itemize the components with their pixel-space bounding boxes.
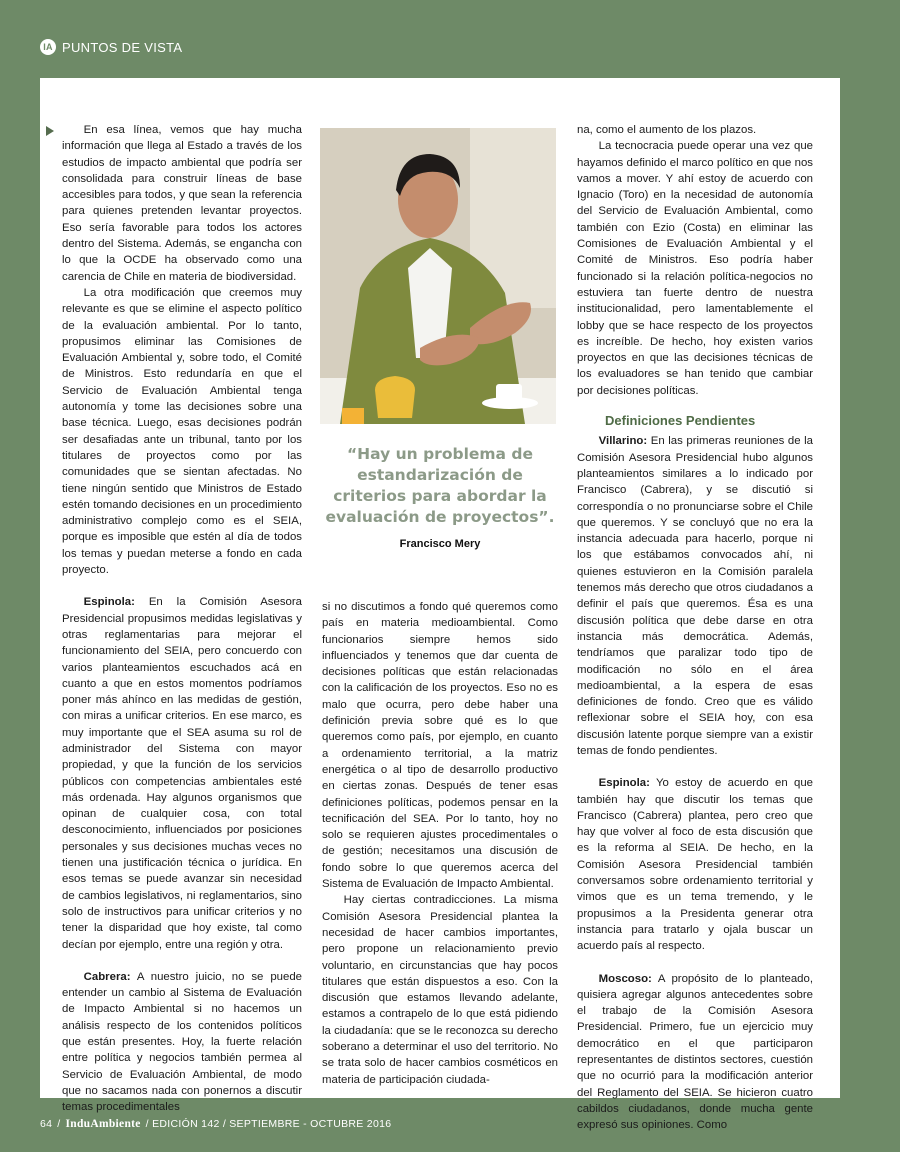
- speaker-name: Cabrera:: [83, 970, 131, 983]
- pull-quote: [322, 444, 558, 550]
- paragraph: En esa línea, vemos que hay mucha información que llega al Estado a través de los estudios de impacto ambiental que podría ser consolidada para construir líneas de base accesibles para todos, y que sean la referencia para quienes pretenden levantar proyectos. Eso sería favorable para todos los actores dentro del Sistema. Además, se engancha con lo que la OCDE ha observado como una carencia de Chile en materia de biodiversidad.: [62, 124, 302, 283]
- subheading: Definiciones Pendientes: [605, 413, 756, 429]
- column-1: [62, 122, 302, 1116]
- footer-separator: /: [57, 1118, 61, 1130]
- paragraph: La otra modificación que creemos muy relevante es que se elimine el aspecto político de la evaluación ambiental. Por lo tanto, propusimos eliminar las Comisiones de Evaluación Ambiental y, sobre todo, el Comité de Ministros. Esto redundaría en que el Servicio de Evaluación Ambiental tenga autonomía y tome las decisiones sobre una base técnica. Luego, esas decisiones podrán ser desafiadas ante un tribunal, tanto por los titulares de proyectos como por las comunidades que se sientan afectadas. No tiene ningún sentido que Ministros de Estado estén tomando decisiones en un procedimiento administrativo complejo como es el SEIA, porque es imposible que estén al día de todos los temas y puedan meterse a fondo en cada proyecto.: [62, 286, 302, 577]
- page-number: 64: [40, 1118, 53, 1130]
- paragraph: Espinola: Yo estoy de acuerdo en que también hay que discutir los temas que Francisco (Cabrera) plantea, pero creo que hay que volver al foco de esta discusión que es la reforma al SEIA. De hecho, en la Comisión Asesora Presidencial también conversamos sobre ordenamiento territorial y vimos que es un tema tremendo, y le propusimos a la Presidenta generar otra instancia para tratarlo y ojala buscar un acuerdo país al respecto.: [577, 777, 813, 953]
- paragraph: Hay ciertas contradicciones. La misma Comisión Asesora Presidencial plantea la necesidad de hacer cambios importantes, pero propone un relacionamiento previo voluntario, en circunstancias que hay pocos titulares que están dispuestos a eso. Con la discusión que estamos llevando adelante, estamos a contrapelo de lo que está pidiendo la ciudadanía: que se le reconozca su derecho soberano a determinar el uso del territorio. No se trata solo de hacer cambios cosméticos en materia de participación ciudada-: [322, 894, 558, 1086]
- section-header: [40, 36, 182, 58]
- speaker-name: Espinola:: [83, 596, 135, 609]
- quote-text: “Hay un problema de estandarización de criterios para abordar la evaluación de proyectos”.: [325, 445, 555, 526]
- page-footer: [40, 1115, 391, 1133]
- continuation-arrow-icon: [46, 126, 54, 136]
- magazine-brand: InduAmbiente: [65, 1118, 141, 1130]
- man-speaking-photo-icon: [320, 128, 556, 424]
- paragraph: Moscoso: A propósito de lo planteado, quisiera agregar algunos antecedentes sobre el trabajo de la Comisión Asesora Presidencial. Primero, fue un ejercicio muy democrático en el que participaron representantes de distintos sectores, cuestión que no ocurrió para la modificación anterior del Reglamento del SEIA. Se hicieron cuatro cabildos ciudadanos, donde mucha gente expresó sus opiniones. Como: [577, 972, 813, 1132]
- paragraph: si no discutimos a fondo qué queremos como país en materia medioambiental. Como funcionarios siempre hemos sido influenciados y tenemos que dar cuenta de decisiones políticas que están relacionadas con la calificación de los proyectos. Eso no es malo que ocurra, pero debe haber una definición previa sobre qué es lo que queremos como país, por ejemplo, en cuanto a ordenamiento territorial, a la matriz energética o al tipo de desarrollo productivo en ciertas zonas. Después de tener esas definiciones políticas, podemos pensar en la tecnificación del SEA. Por lo tanto, hoy no solo se requieren ajustes procedimentales o de gestión; necesitamos una discusión de fondo sobre lo que queremos acerca del Sistema de Evaluación de Impacto Ambiental.: [322, 601, 558, 891]
- paragraph: Espinola: En la Comisión Asesora Presidencial propusimos medidas legislativas y otras reglamentarias para mejorar el funcionamiento del SEIA, pero concuerdo con varios planteamientos escuchados acá en cuanto a que en estos momentos podríamos poner más ahínco en las medidas de gestión, con miras a unificar criterios. En ese marco, es muy importante que el SEA asuma su rol de administrador del Sistema con mayor propiedad, y que la función de los servicios públicos con competencias ambientales esté más ordenada. Hay algunos organismos que opinan de cualquier cosa, con total desconocimiento, influenciados por posiciones personales y sus decisiones muchas veces no tienen una justificación técnica o jurídica. En esos temas se puede avanzar sin necesidad de cambios legislativos, ni reglamentarios, sino solo de instructivos para unificar criterios y no tener la disparidad que hoy existe, tal como decían por ejemplo, entre una región y otra.: [62, 596, 302, 951]
- column-2: [322, 599, 558, 1088]
- magazine-logo-icon: IA: [40, 39, 56, 55]
- quote-author: Francisco Mery: [399, 538, 481, 550]
- paragraph: na, como el aumento de los plazos.: [577, 124, 757, 136]
- speaker-name: Moscoso:: [598, 972, 652, 985]
- speaker-photo: [320, 128, 556, 424]
- paragraph: Villarino: En las primeras reuniones de la Comisión Asesora Presidencial hubo algunos planteamientos similares a lo indicado por Francisco (Cabrera), y se discutió si correspondía o no pronunciarse sobre el Chile que queremos. Y se concluyó que no era la instancia adecuada para hacerlo, porque ni los que estábamos convocados ahí, ni quienes estuvieron en la Comisión paralela tenemos más derecho que otros ciudadanos a definir el país que queremos. Ésa es una discusión política que debe darse en otra instancia más democrática. Además, tendríamos que paralizar todo tipo de modificación no sólo en el área medioambiental, a la espera de esas definiciones de fondo. Creo que es válido reflexionar sobre el SEIA hoy, con esa discusión latente porque siempre van a existir temas de fondo pendientes.: [577, 435, 813, 757]
- paragraph: La tecnocracia puede operar una vez que hayamos definido el marco político en que nos vamos a mover. Y ahí estoy de acuerdo con Ignacio (Toro) en la necesidad de autonomía del Servicio de Evaluación Ambiental, como también con Ezio (Costa) en eliminar las Comisiones de Evaluación Ambiental y el Comité de Ministros. Eso podría haber funcionado si la relación política-negocios no estuviera tan fuerte dentro de nuestra institucionalidad, pero lamentablemente el lobby que se hace respecto de los proyectos es increíble. De hecho, hoy existen varios proyectos en que las decisiones técnicas de los evaluadores se han tenido que cambiar por decisiones políticas.: [577, 140, 813, 397]
- column-3: [577, 122, 813, 1134]
- section-title: PUNTOS DE VISTA: [62, 39, 183, 55]
- paragraph: Cabrera: A nuestro juicio, no se puede entender un cambio al Sistema de Evaluación de Impacto Ambiental si no hacemos un análisis respecto de los contenidos políticos que están presentes. Hoy, la fuerte relación entre política y negocios también permea al Servicio de Evaluación Ambiental, de modo que no sacamos nada con ponernos a discutir temas procedimentales: [62, 970, 302, 1114]
- speaker-name: Espinola:: [598, 777, 650, 790]
- speaker-name: Villarino:: [598, 435, 648, 448]
- edition-info: / EDICIÓN 142 / SEPTIEMBRE - OCTUBRE 2016: [145, 1118, 392, 1130]
